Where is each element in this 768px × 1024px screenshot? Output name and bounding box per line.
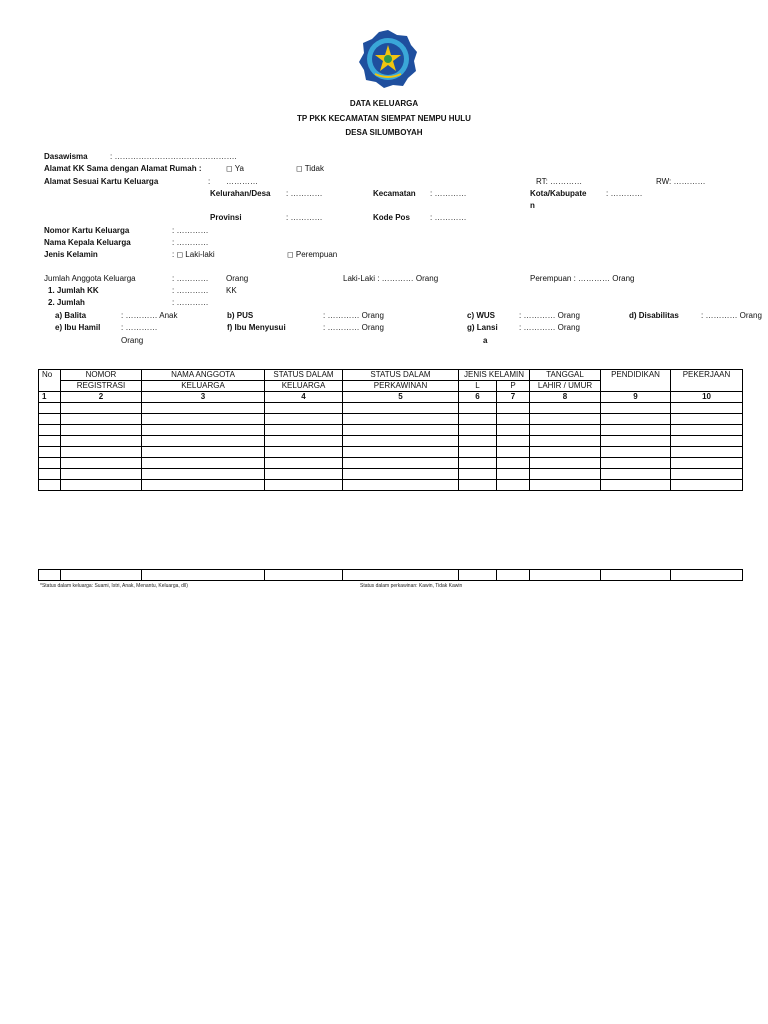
table-cell[interactable]: [343, 414, 459, 425]
header-no: No: [39, 370, 61, 392]
table-cell[interactable]: [142, 469, 265, 480]
header-keluarga-2: KELUARGA: [265, 381, 343, 392]
table-cell[interactable]: [343, 447, 459, 458]
alamat-kk-field[interactable]: …………: [226, 177, 258, 186]
lansia-label-wrap: a: [483, 336, 488, 345]
alamat-sama-label: Alamat KK Sama dengan Alamat Rumah :: [44, 164, 202, 173]
table-cell[interactable]: [265, 480, 343, 491]
table-cell[interactable]: [61, 414, 142, 425]
option-tidak-checkbox[interactable]: ◻ Tidak: [296, 164, 324, 173]
family-members-table: [38, 369, 743, 491]
disabilitas-field[interactable]: : ………… Orang: [701, 311, 762, 320]
table-cell[interactable]: [671, 414, 743, 425]
col-number: 3: [142, 392, 265, 403]
header-status-keluarga: STATUS DALAM: [265, 370, 343, 381]
ibu-hamil-label: e) Ibu Hamil: [55, 323, 101, 332]
laki-laki-checkbox[interactable]: : ◻ Laki-laki: [172, 250, 215, 259]
table-cell[interactable]: [265, 447, 343, 458]
pus-label: b) PUS: [227, 311, 254, 320]
alamat-kk-label: Alamat Sesuai Kartu Keluarga: [44, 177, 159, 186]
table-cell[interactable]: [601, 458, 671, 469]
table-cell[interactable]: [671, 425, 743, 436]
table-cell[interactable]: [39, 403, 61, 414]
table-cell[interactable]: [39, 469, 61, 480]
kodepos-field[interactable]: : …………: [430, 213, 467, 222]
table-cell[interactable]: [497, 458, 530, 469]
table-cell[interactable]: [530, 414, 601, 425]
table-cell[interactable]: [459, 570, 497, 581]
table-cell[interactable]: [343, 480, 459, 491]
jumlah-anggota-field[interactable]: : …………: [172, 274, 209, 283]
table-cell[interactable]: [343, 403, 459, 414]
table-cell[interactable]: [459, 458, 497, 469]
table-cell[interactable]: [530, 436, 601, 447]
jumlah-kk-field[interactable]: : …………: [172, 286, 209, 295]
kelurahan-field[interactable]: : …………: [286, 189, 323, 198]
table-row: [39, 570, 743, 581]
header-pekerjaan: PEKERJAAN: [671, 370, 743, 392]
table-cell[interactable]: [671, 570, 743, 581]
header-nomor: NOMOR: [61, 370, 142, 381]
table-cell[interactable]: [497, 570, 530, 581]
table-cell[interactable]: [530, 480, 601, 491]
table-row: [39, 403, 743, 414]
table-cell[interactable]: [39, 436, 61, 447]
table-cell[interactable]: [142, 570, 265, 581]
col-number: 4: [265, 392, 343, 403]
perempuan-checkbox[interactable]: ◻ Perempuan: [287, 250, 338, 259]
lansia-label: g) Lansi: [467, 323, 498, 332]
table-cell[interactable]: [142, 458, 265, 469]
organization-name: TP PKK KECAMATAN SIEMPAT NEMPU HULU: [297, 114, 471, 123]
header-registrasi: REGISTRASI: [61, 381, 142, 392]
rw-field[interactable]: RW: …………: [656, 177, 706, 186]
table-row: [39, 425, 743, 436]
header-lahir-umur: LAHIR / UMUR: [530, 381, 601, 392]
table-cell[interactable]: [61, 436, 142, 447]
table-row: [39, 469, 743, 480]
col-number: 2: [61, 392, 142, 403]
kota-field[interactable]: : …………: [606, 189, 643, 198]
table-cell[interactable]: [39, 425, 61, 436]
alamat-kk-colon: :: [208, 177, 211, 186]
table-cell[interactable]: [265, 469, 343, 480]
table-cell[interactable]: [601, 447, 671, 458]
table-cell[interactable]: [530, 458, 601, 469]
table-cell[interactable]: [601, 436, 671, 447]
table-cell[interactable]: [142, 403, 265, 414]
table-cell[interactable]: [61, 469, 142, 480]
table-cell[interactable]: [265, 414, 343, 425]
table-cell[interactable]: [497, 414, 530, 425]
table-cell[interactable]: [671, 403, 743, 414]
ibu-menyusui-field[interactable]: : ………… Orang: [323, 323, 384, 332]
table-cell[interactable]: [459, 480, 497, 491]
table-header-row: [39, 370, 743, 381]
table-cell[interactable]: [343, 436, 459, 447]
ibu-hamil-field[interactable]: : …………: [121, 323, 158, 332]
option-ya-checkbox[interactable]: ◻ Ya: [226, 164, 244, 173]
table-cell[interactable]: [671, 447, 743, 458]
table-cell[interactable]: [459, 414, 497, 425]
dasawisma-field[interactable]: : ……………………………………….: [110, 152, 237, 161]
col-number: 6: [459, 392, 497, 403]
kk-unit: KK: [226, 286, 237, 295]
ibu-hamil-unit: Orang: [121, 336, 144, 345]
table-cell[interactable]: [265, 436, 343, 447]
jumlah-kk-label: 1. Jumlah KK: [48, 286, 99, 295]
provinsi-label: Provinsi: [210, 213, 242, 222]
nama-kepala-field[interactable]: : …………: [172, 238, 209, 247]
table-cell[interactable]: [61, 425, 142, 436]
header-pendidikan: PENDIDIKAN: [601, 370, 671, 392]
table-cell[interactable]: [601, 403, 671, 414]
table-cell[interactable]: [142, 447, 265, 458]
table-cell[interactable]: [601, 469, 671, 480]
jenis-kelamin-label: Jenis Kelamin: [44, 250, 98, 259]
table-cell[interactable]: [497, 403, 530, 414]
header-l: L: [459, 381, 497, 392]
balita-field[interactable]: : ………… Anak: [121, 311, 178, 320]
table-cell[interactable]: [459, 403, 497, 414]
table-row: [39, 447, 743, 458]
table-row: [39, 458, 743, 469]
column-number-row: [39, 392, 743, 403]
table-row: [39, 480, 743, 491]
col-number: 10: [671, 392, 743, 403]
table-cell[interactable]: [497, 447, 530, 458]
table-cell[interactable]: [497, 425, 530, 436]
table-cell[interactable]: [61, 403, 142, 414]
nama-kepala-label: Nama Kepala Keluarga: [44, 238, 131, 247]
rt-field[interactable]: RT: …………: [536, 177, 583, 186]
kecamatan-label: Kecamatan: [373, 189, 416, 198]
footnote-status-perkawinan: Status dalam perkawinan: Kawin, Tidak Kawin: [360, 583, 463, 589]
table-cell[interactable]: [61, 447, 142, 458]
col-number: 5: [343, 392, 459, 403]
wus-field[interactable]: : ………… Orang: [519, 311, 580, 320]
provinsi-field[interactable]: : …………: [286, 213, 323, 222]
balita-label: a) Balita: [55, 311, 87, 320]
table-cell[interactable]: [265, 403, 343, 414]
table-cell[interactable]: [671, 458, 743, 469]
table-cell[interactable]: [61, 570, 142, 581]
kota-label-wrap: n: [530, 201, 535, 210]
lansia-field[interactable]: : ………… Orang: [519, 323, 580, 332]
table-cell[interactable]: [530, 425, 601, 436]
jumlah-label: 2. Jumlah: [48, 298, 85, 307]
table-cell[interactable]: [530, 570, 601, 581]
pus-field[interactable]: : ………… Orang: [323, 311, 384, 320]
table-cell[interactable]: [671, 469, 743, 480]
table-cell[interactable]: [497, 436, 530, 447]
table-row: [39, 414, 743, 425]
col-number: 8: [530, 392, 601, 403]
bottom-blank-table: [38, 569, 743, 581]
table-cell[interactable]: [343, 458, 459, 469]
dasawisma-label: Dasawisma: [44, 152, 88, 161]
header-p: P: [497, 381, 530, 392]
perempuan-count[interactable]: Perempuan : ………… Orang: [530, 274, 635, 283]
header-status-perkawinan: STATUS DALAM: [343, 370, 459, 381]
table-cell[interactable]: [265, 425, 343, 436]
table-cell[interactable]: [142, 414, 265, 425]
footnote-status-keluarga: *Status dalam keluarga: Suami, Istri, Anak, Menantu, Keluarga, dll): [40, 583, 188, 589]
header-keluarga: KELUARGA: [142, 381, 265, 392]
header-jenis-kelamin: JENIS KELAMIN: [459, 370, 530, 381]
table-cell[interactable]: [530, 403, 601, 414]
table-cell[interactable]: [343, 570, 459, 581]
table-cell[interactable]: [530, 447, 601, 458]
table-cell[interactable]: [671, 480, 743, 491]
header-nama: NAMA ANGGOTA: [142, 370, 265, 381]
ibu-menyusui-label: f) Ibu Menyusui: [227, 323, 286, 332]
table-cell[interactable]: [343, 469, 459, 480]
table-cell[interactable]: [497, 469, 530, 480]
table-cell[interactable]: [601, 480, 671, 491]
table-cell[interactable]: [601, 570, 671, 581]
table-cell[interactable]: [265, 458, 343, 469]
jumlah-anggota-label: Jumlah Anggota Keluarga: [44, 274, 136, 283]
table-cell[interactable]: [343, 425, 459, 436]
header-perkawinan: PERKAWINAN: [343, 381, 459, 392]
document-title: DATA KELUARGA: [349, 99, 419, 108]
kota-label: Kota/Kabupate: [530, 189, 587, 198]
table-cell[interactable]: [39, 414, 61, 425]
table-cell[interactable]: [142, 425, 265, 436]
table-cell[interactable]: [601, 414, 671, 425]
table-cell[interactable]: [459, 469, 497, 480]
table-cell[interactable]: [142, 480, 265, 491]
laki-laki-count[interactable]: Laki-Laki : ………… Orang: [343, 274, 439, 283]
table-cell[interactable]: [530, 469, 601, 480]
col-number: 1: [39, 392, 61, 403]
table-cell[interactable]: [61, 458, 142, 469]
table-cell[interactable]: [39, 570, 61, 581]
table-cell[interactable]: [142, 436, 265, 447]
nomor-kk-field[interactable]: : …………: [172, 226, 209, 235]
header-tanggal: TANGGAL: [530, 370, 601, 381]
table-cell[interactable]: [265, 570, 343, 581]
orang-unit: Orang: [226, 274, 249, 283]
col-number: 9: [601, 392, 671, 403]
table-cell[interactable]: [39, 458, 61, 469]
col-number: 7: [497, 392, 530, 403]
district-logo-emblem: [357, 28, 419, 90]
kodepos-label: Kode Pos: [373, 213, 410, 222]
table-row: [39, 436, 743, 447]
table-cell[interactable]: [61, 480, 142, 491]
table-cell[interactable]: [39, 447, 61, 458]
disabilitas-label: d) Disabilitas: [629, 311, 679, 320]
table-cell[interactable]: [497, 480, 530, 491]
table-cell[interactable]: [459, 425, 497, 436]
nomor-kk-label: Nomor Kartu Keluarga: [44, 226, 130, 235]
jumlah-field[interactable]: : …………: [172, 298, 209, 307]
table-cell[interactable]: [459, 436, 497, 447]
table-cell[interactable]: [601, 425, 671, 436]
table-cell[interactable]: [459, 447, 497, 458]
village-name: DESA SILUMBOYAH: [345, 128, 423, 137]
kelurahan-label: Kelurahan/Desa: [210, 189, 271, 198]
table-cell[interactable]: [671, 436, 743, 447]
wus-label: c) WUS: [467, 311, 495, 320]
kecamatan-field[interactable]: : …………: [430, 189, 467, 198]
table-cell[interactable]: [39, 480, 61, 491]
